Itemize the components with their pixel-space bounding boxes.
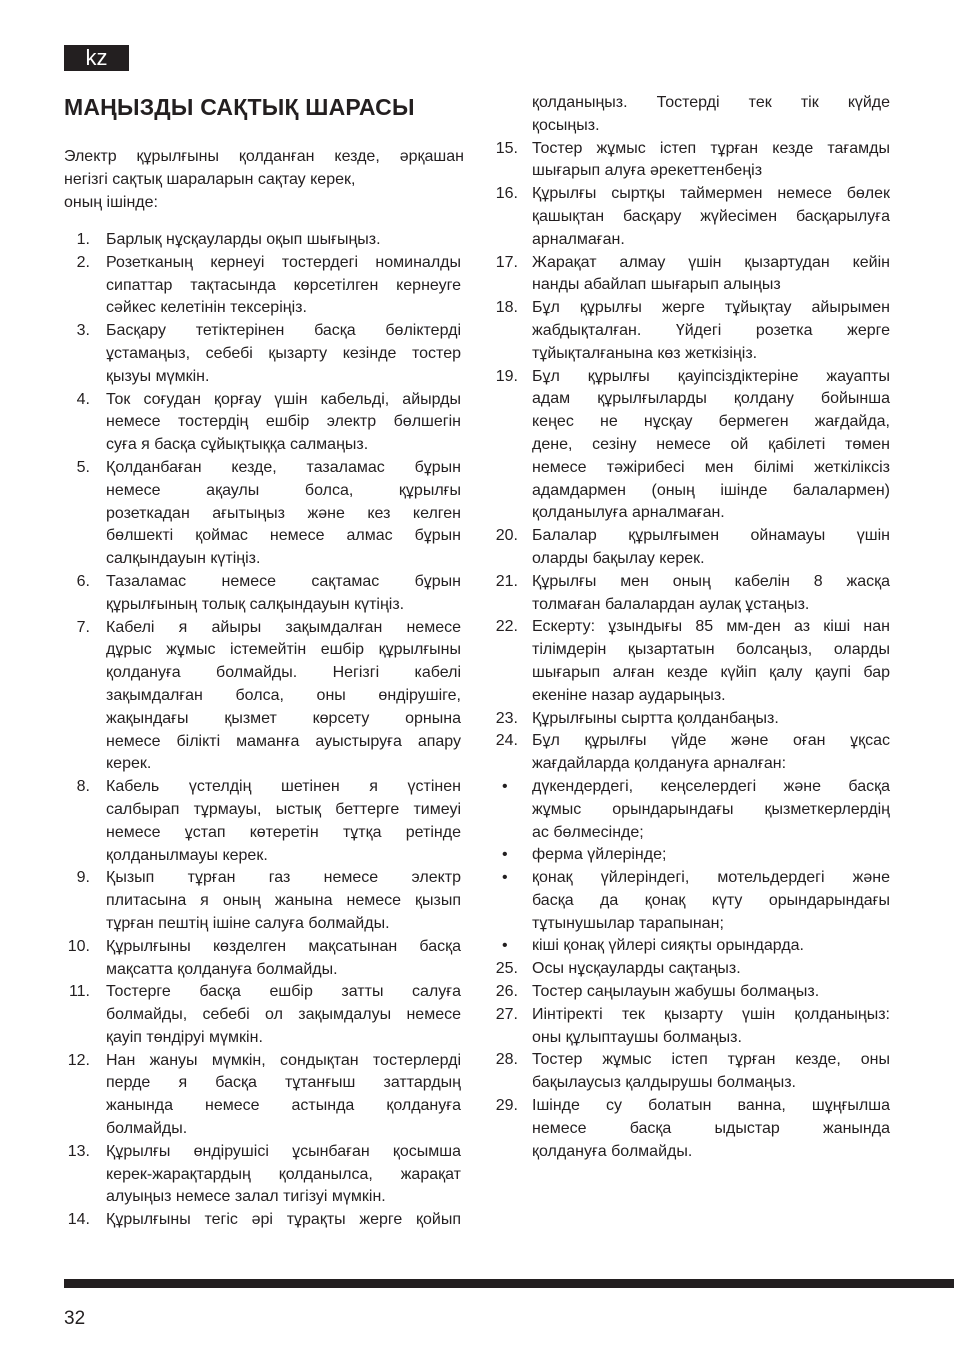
item-number: 20. — [495, 527, 518, 545]
item-line: суға я басқа сұйықтыққа салмаңыз. — [106, 436, 369, 454]
item-line: алуыңыз немесе залал тигізуі мүмкін. — [106, 1188, 386, 1206]
list-item — [490, 138, 890, 184]
item-line: Нан жануы мүмкін, сондықтан тостерлерді — [106, 1051, 461, 1069]
item-line: Барлық нұсқауларды оқып шығыңыз. — [106, 231, 381, 248]
item-line: тұйықталғанына көз жеткізіңіз. — [532, 344, 758, 362]
item-line: Кабель үстелдің шетінен я үстінен — [106, 778, 461, 796]
item-line: бөлшекті қоймас немесе алмас бұрын — [106, 527, 461, 545]
item-line: қосыңыз. — [532, 116, 600, 134]
item-number: 7. — [76, 618, 90, 636]
item-number: 26. — [495, 983, 518, 1001]
item-line: Құрылғы сыртқы таймермен немесе бөлек — [532, 185, 890, 203]
item-line: немесе басқа ыдыстар жанында — [532, 1119, 890, 1137]
item-line: немесе тостердің ешбір электр бөлшегін — [106, 413, 461, 431]
item-line: жақындағы қызмет көрсету орнына — [106, 709, 461, 727]
item-line: шығарып алуға әрекеттенбеңіз — [532, 162, 763, 180]
item-line: Тостер жұмыс істеп тұрған кезде тағамды — [532, 139, 890, 157]
list-item — [490, 1049, 890, 1095]
left-column — [64, 229, 461, 1232]
item-line: қолдануға болмайды. — [532, 1142, 693, 1160]
right-column — [490, 92, 890, 1163]
item-line: перде я басқа тұтанғыш заттардың — [106, 1074, 461, 1092]
item-line: Розетканың кернеуі тостердегі номиналды — [106, 253, 461, 271]
intro-line: Электр құрылғыны қолданған кезде, әрқашан — [64, 148, 464, 165]
item-line: болмайды. — [106, 1120, 188, 1138]
item-line: Құрылғыны көзделген мақсатынан басқа — [106, 937, 461, 955]
list-item — [64, 571, 461, 617]
item-line: Қолданбаған кезде, тазаламас бұрын — [106, 458, 461, 476]
item-number: 27. — [495, 1005, 518, 1023]
item-text — [532, 616, 890, 707]
item-line: кіші қонақ үйлері сияқты орындарда. — [532, 937, 804, 955]
item-line: ас бөлмесінде; — [532, 823, 644, 841]
item-line: басқа да қонақ күту орындарындағы — [532, 891, 890, 909]
item-line: немесе ақаулы болса, құрылғы — [106, 481, 461, 499]
item-text — [532, 183, 890, 251]
item-line: сәйкес келетінін тексеріңіз. — [106, 299, 307, 317]
item-line: тұтынушылар тарапынан; — [532, 914, 724, 932]
item-number: 14. — [67, 1211, 90, 1229]
item-number: 11. — [68, 983, 90, 1001]
item-line: ұстамаңыз, себебі қызарту кезінде тостер — [106, 344, 461, 362]
item-number: 2. — [76, 253, 90, 271]
list-item — [64, 936, 461, 982]
item-line: болмайды, себебі ол зақымдалуы немесе — [106, 1006, 461, 1024]
item-line: Бұл құрылғы үйде және оған ұқсас — [532, 732, 890, 750]
item-text — [532, 138, 890, 184]
item-line: адам құрылғыларды қолдану бойынша — [532, 390, 890, 408]
item-number: 25. — [495, 960, 518, 978]
item-text — [532, 1095, 890, 1163]
list-item — [490, 92, 890, 138]
list-item — [64, 1209, 461, 1232]
item-text — [532, 867, 890, 935]
item-number: 9. — [76, 869, 90, 887]
item-line: Басқару тетіктерінен басқа бөліктерді — [106, 322, 461, 340]
item-number: 19. — [495, 367, 518, 385]
item-line: қауіп төндіруі мүмкін. — [106, 1028, 263, 1046]
item-line: немесе тәжірибесі мен білімі жеткіліксіз — [532, 458, 890, 476]
item-line: Ескерту: ұзындығы 85 мм-ден аз кіші нан — [532, 618, 890, 636]
item-line: Тостер саңылауын жабушы болмаңыз. — [532, 983, 820, 1001]
footer-rule — [64, 1279, 954, 1288]
item-line: немесе ұстап көтеретін тұтқа ретінде — [106, 823, 461, 841]
item-text — [106, 867, 461, 935]
item-text — [106, 981, 461, 1049]
item-line: Иінтіректі тек қызарту үшін қолданыңыз: — [532, 1005, 890, 1023]
item-line: керек-жарақтардың қолданылса, жарақат — [106, 1165, 461, 1183]
item-line: қолдануға болмайды. Негізгі кабелі — [106, 664, 461, 682]
intro-line: негізгі сақтық шараларын сақтау керек, — [64, 170, 356, 188]
item-line: Ішінде су болатын ванна, шұңғылша — [532, 1097, 890, 1115]
item-number: 4. — [76, 390, 90, 408]
item-number: 23. — [495, 709, 518, 727]
item-line: розеткадан ағытыңыз және кез келген — [106, 504, 461, 522]
bullet-item — [490, 844, 890, 867]
list-item — [490, 252, 890, 298]
item-text — [532, 366, 890, 526]
list-item — [64, 252, 461, 320]
item-line: сипаттар тақтасында көрсетілген кернеуге — [106, 276, 461, 294]
item-number: 15. — [495, 139, 518, 157]
item-text — [532, 935, 890, 958]
item-line: Тостерге басқа ешбір затты салуға — [106, 983, 461, 1001]
item-text — [532, 708, 890, 731]
list-item — [490, 525, 890, 571]
list-item — [490, 616, 890, 707]
list-item — [64, 867, 461, 935]
item-number: 6. — [76, 572, 90, 590]
list-item — [490, 571, 890, 617]
list-item — [490, 730, 890, 776]
intro-paragraph — [64, 146, 464, 214]
item-number: 8. — [76, 778, 90, 796]
intro-line: оның ішінде: — [64, 193, 158, 211]
item-line: екеніне назар аударыңыз. — [532, 686, 726, 704]
item-line: қонақ үйлеріндегі, мотельдердегі және — [532, 869, 890, 887]
item-number: 3. — [76, 322, 90, 340]
list-item — [64, 457, 461, 571]
bullet-marker: • — [502, 869, 508, 887]
item-number: 1. — [76, 231, 90, 248]
item-line: керек. — [106, 755, 152, 773]
item-text — [106, 617, 461, 777]
item-line: жағдайларда қолдануға арналған: — [532, 755, 787, 773]
item-line: салқындауын күтіңіз. — [106, 550, 261, 568]
item-line: тұрған пештің ішіне салуға болмайды. — [106, 914, 390, 932]
item-line: жұмыс орындарындағы қызметкерлердің — [532, 800, 890, 818]
list-item — [490, 1095, 890, 1163]
item-text — [532, 252, 890, 298]
item-line: мақсатта қолдануға болмайды. — [106, 960, 338, 978]
item-line: Құрылғыны сыртта қолданбаңыз. — [532, 709, 779, 727]
item-text — [106, 1050, 461, 1141]
item-number: 10. — [67, 937, 90, 955]
item-text — [532, 958, 890, 981]
item-number: 13. — [67, 1142, 90, 1160]
item-number: 21. — [495, 572, 518, 590]
list-item — [490, 183, 890, 251]
item-text — [106, 457, 461, 571]
item-text — [532, 571, 890, 617]
bullet-item — [490, 776, 890, 844]
item-text — [532, 92, 890, 138]
list-item — [490, 1004, 890, 1050]
item-line: Ток соғудан қорғау үшін кабельді, айырды — [106, 390, 461, 408]
item-number: 28. — [495, 1051, 518, 1069]
item-text — [532, 1049, 890, 1095]
item-line: құрылғының толық салқындауын күтіңіз. — [106, 595, 405, 613]
item-number: 5. — [76, 458, 90, 476]
item-number: 29. — [495, 1097, 518, 1115]
item-line: Бұл құрылғы қауіпсіздіктеріне жауапты — [532, 367, 890, 385]
item-line: зақымдалған болса, оны өндірушіге, — [106, 686, 461, 704]
item-text — [106, 1209, 461, 1232]
item-line: Балалар құрылғымен ойнамауы үшін — [532, 527, 890, 545]
item-line: нанды абайлап шығарып алыңыз — [532, 276, 781, 294]
item-number: 12. — [67, 1051, 90, 1069]
item-line: салбырап тұрмауы, ыстық беттерге тимеуі — [106, 800, 461, 818]
item-line: бақылаусыз қалдырушы болмаңыз. — [532, 1074, 796, 1092]
item-line: толмаған балалардан аулақ ұстаңыз. — [532, 595, 810, 613]
item-line: плитасына я оның жанына немесе қызып — [106, 892, 461, 910]
list-item — [64, 981, 461, 1049]
list-item — [64, 229, 461, 252]
item-line: ферма үйлерінде; — [532, 846, 667, 864]
item-line: Қызып тұрған газ немесе электр — [106, 869, 461, 887]
item-text — [532, 844, 890, 867]
item-text — [532, 730, 890, 776]
bullet-marker: • — [502, 846, 508, 864]
item-number: 18. — [495, 299, 518, 317]
page-number: 32 — [64, 1308, 86, 1329]
item-text — [532, 981, 890, 1004]
list-item — [64, 1141, 461, 1209]
list-item — [490, 366, 890, 526]
item-text — [106, 936, 461, 982]
item-text — [532, 525, 890, 571]
item-line: Құрылғыны тегіс әрі тұрақты жерге қойып — [106, 1211, 461, 1229]
list-item — [490, 297, 890, 365]
item-line: жанында немесе астында қолдануға — [106, 1097, 461, 1115]
item-text — [106, 776, 461, 867]
item-number: 22. — [495, 618, 518, 636]
page-title: МАҢЫЗДЫ САҚТЫҚ ШАРАСЫ — [64, 94, 415, 120]
item-line: Осы нұсқауларды сақтаңыз. — [532, 960, 741, 978]
item-line: тілімдерін қызартатын болсаңыз, оларды — [532, 641, 890, 659]
list-item — [64, 776, 461, 867]
list-item — [64, 389, 461, 457]
list-item — [64, 617, 461, 777]
item-text — [106, 252, 461, 320]
item-line: қолданылуға арналмаған. — [532, 504, 725, 522]
item-text — [532, 297, 890, 365]
item-text — [532, 776, 890, 844]
bullet-marker: • — [502, 937, 508, 955]
item-line: Тазаламас немесе сақтамас бұрын — [106, 572, 461, 590]
item-line: Құрылғы өндірушісі ұсынбаған қосымша — [106, 1142, 461, 1160]
item-line: кеңес не нұсқау бермеген жағдайда, — [532, 413, 890, 431]
list-item — [64, 320, 461, 388]
item-line: қызуы мүмкін. — [106, 367, 210, 385]
item-line: Құрылғы мен оның кабелін 8 жасқа — [532, 572, 890, 590]
item-line: қашықтан басқару жүйесімен басқарылуға — [532, 207, 890, 225]
item-text — [106, 1141, 461, 1209]
item-line: шығарып алған кезде күйіп қалу қаупі бар — [532, 663, 890, 681]
item-line: Жарақат алмау үшін қызартудан кейін — [532, 253, 890, 271]
list-item — [490, 708, 890, 731]
item-line: қолданылмауы керек. — [106, 846, 268, 864]
list-item — [490, 958, 890, 981]
bullet-item — [490, 935, 890, 958]
item-number: 16. — [495, 185, 518, 203]
bullet-item — [490, 867, 890, 935]
item-number: 24. — [495, 732, 518, 750]
item-line: дүкендердегі, кеңселердегі және басқа — [532, 777, 890, 795]
item-line: қолданыңыз. Тостерді тек тік күйде — [532, 94, 890, 111]
item-line: адамдармен (оның ішінде балалармен) — [532, 481, 890, 499]
item-line: Тостер жұмыс істеп тұрған кезде, оны — [532, 1051, 890, 1069]
item-line: оны құлыптаушы болмаңыз. — [532, 1028, 742, 1046]
item-line: Бұл құрылғы жерге тұйықтау айырымен — [532, 299, 890, 317]
item-line: дене, сезіну немесе ой қабілеті төмен — [532, 435, 890, 453]
item-line: Кабелі я айыры зақымдалған немесе — [106, 618, 461, 636]
language-badge: kz — [64, 45, 129, 71]
item-line: арналмаған. — [532, 230, 625, 248]
item-line: немесе білікті маманға ауыстыруға апару — [106, 732, 461, 750]
item-text — [532, 1004, 890, 1050]
list-item — [64, 1050, 461, 1141]
item-text — [106, 229, 461, 252]
item-text — [106, 389, 461, 457]
item-text — [106, 571, 461, 617]
list-item — [490, 981, 890, 1004]
item-line: оларды бақылау керек. — [532, 549, 705, 567]
item-line: жабдықталған. Үйдегі розетка жерге — [532, 321, 890, 339]
item-number: 17. — [495, 253, 518, 271]
item-text — [106, 320, 461, 388]
bullet-marker: • — [502, 777, 508, 795]
item-line: дұрыс жұмыс істемейтін ешбір құрылғыны — [106, 641, 461, 659]
